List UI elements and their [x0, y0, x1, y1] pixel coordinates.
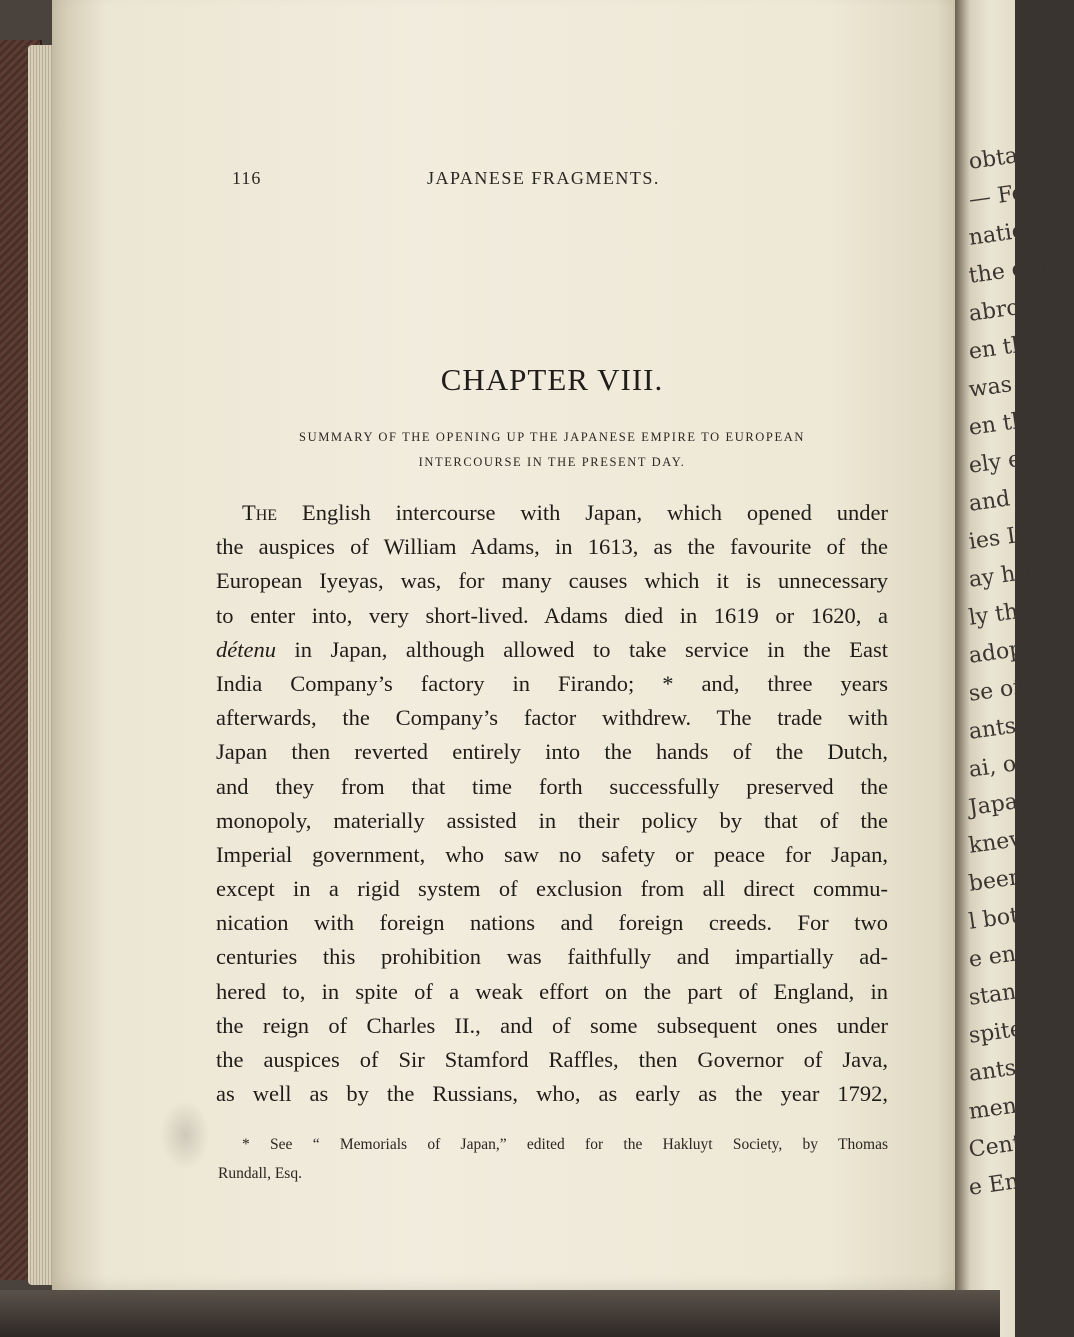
body-line: the reign of Charles II., and of some subsequent ones under [216, 1012, 888, 1038]
running-title: JAPANESE FRAGMENTS. [427, 168, 660, 188]
facing-page-fragment: abroad, [967, 290, 1056, 327]
body-line: to enter into, very short-lived. Adams died in 1619 or 1620, a [216, 602, 888, 628]
dropcap-word: The [242, 500, 278, 525]
facing-page-fragment: e Engl [967, 1166, 1042, 1201]
facing-page-fragment: stants a [967, 973, 1058, 1011]
facing-page-fragment: ies Iyin [967, 518, 1051, 555]
footnote [218, 1130, 888, 1188]
body-line: hered to, in spite of a weak effort on the part of England, in [216, 978, 888, 1004]
facing-page-fragment: se offic [967, 671, 1050, 707]
facing-page-fragment: ly the d [967, 594, 1054, 631]
body-line: the auspices of Sir Stamford Raffles, then Governor of Java, [216, 1047, 888, 1072]
chapter-subtitle [216, 425, 888, 475]
facing-page-fragment: spite en [967, 1011, 1059, 1049]
body-line-text: English intercourse with Japan, which opened under [277, 500, 888, 525]
facing-page-fragment: obtain [967, 140, 1041, 175]
facing-page-fragment: ely ens [967, 443, 1048, 479]
body-paragraph [216, 496, 888, 1111]
facing-page-fragment: the cours [967, 249, 1074, 289]
body-line: except in a rigid system of exclusion from all direct commu- [216, 876, 888, 902]
body-line: monopoly, materially assisted in their policy by that of the [216, 807, 888, 833]
body-line: and they from that time forth successfully preserved the [216, 773, 888, 799]
body-line: as well as by the Russians, who, as early as the year 1792, [216, 1081, 888, 1107]
body-line [216, 633, 888, 667]
facing-page-fragment: Central [967, 1126, 1054, 1163]
facing-page-fragment: e enter [967, 937, 1050, 973]
facing-page-fragment: ai, on [967, 749, 1032, 783]
table-surface [0, 1290, 1000, 1337]
body-line: centuries this prohibition was faithfully and impartially ad- [216, 944, 888, 970]
page-number: 116 [232, 168, 262, 188]
body-line-text: in Japan, although allowed to take service in the East [275, 636, 888, 662]
body-line: India Company’s factory in Firando; * and, three years [216, 670, 888, 696]
facing-page-fragment: and 184 [967, 479, 1061, 517]
facing-page-fragment: — For [967, 178, 1037, 213]
facing-page-fragment: Japan [967, 787, 1034, 821]
chapter-title: CHAPTER VIII. [440, 362, 664, 397]
facing-page-fragment: knew Cl [967, 821, 1061, 859]
page-smudge [160, 1100, 210, 1170]
body-line: afterwards, the Company’s factor withdrew. The trade with [216, 705, 888, 731]
facing-page-fragment: ants, la [967, 708, 1052, 745]
facing-page-fragment: nation [967, 216, 1041, 251]
facing-page-fragment: was ab [967, 367, 1048, 403]
body-line [216, 496, 888, 530]
body-line: Imperial government, who saw no safety or peace for Japan, [216, 841, 888, 867]
body-line: the auspices of William Adams, in 1613, as the favourite of the [216, 534, 888, 560]
body-line: nication with foreign nations and foreign creeds. For two [216, 910, 888, 936]
chapter-subtitle-line: INTERCOURSE IN THE PRESENT DAY. [418, 455, 686, 469]
facing-page-fragment: ay had d [967, 554, 1065, 593]
facing-page-fragment: been o [967, 861, 1045, 897]
facing-page-edge [955, 0, 1074, 1337]
facing-page-fragment: en that [967, 405, 1050, 441]
italic-word: détenu [216, 636, 276, 662]
facing-page-fragment: en the E [967, 327, 1064, 365]
body-line: Japan then reverted entirely into the hands of the Dutch, [216, 739, 888, 765]
footnote-line: Rundall, Esq. [218, 1165, 302, 1182]
footnote-line: * See “ Memorials of Japan,” edited for the Hakluyt Society, by Thomas [242, 1136, 888, 1153]
body-line: European Iyeyas, was, for many causes which it is unnecessary [216, 568, 888, 594]
chapter-subtitle-line: SUMMARY OF THE OPENING UP THE JAPANESE EMPIRE TO EUROPEAN [299, 430, 805, 444]
facing-page-fragment: l both [967, 901, 1035, 935]
facing-page-fragment: ants in [967, 1051, 1046, 1087]
facing-page-fragment: ment, [967, 1091, 1035, 1125]
facing-page-fragment: adopted [967, 631, 1061, 669]
